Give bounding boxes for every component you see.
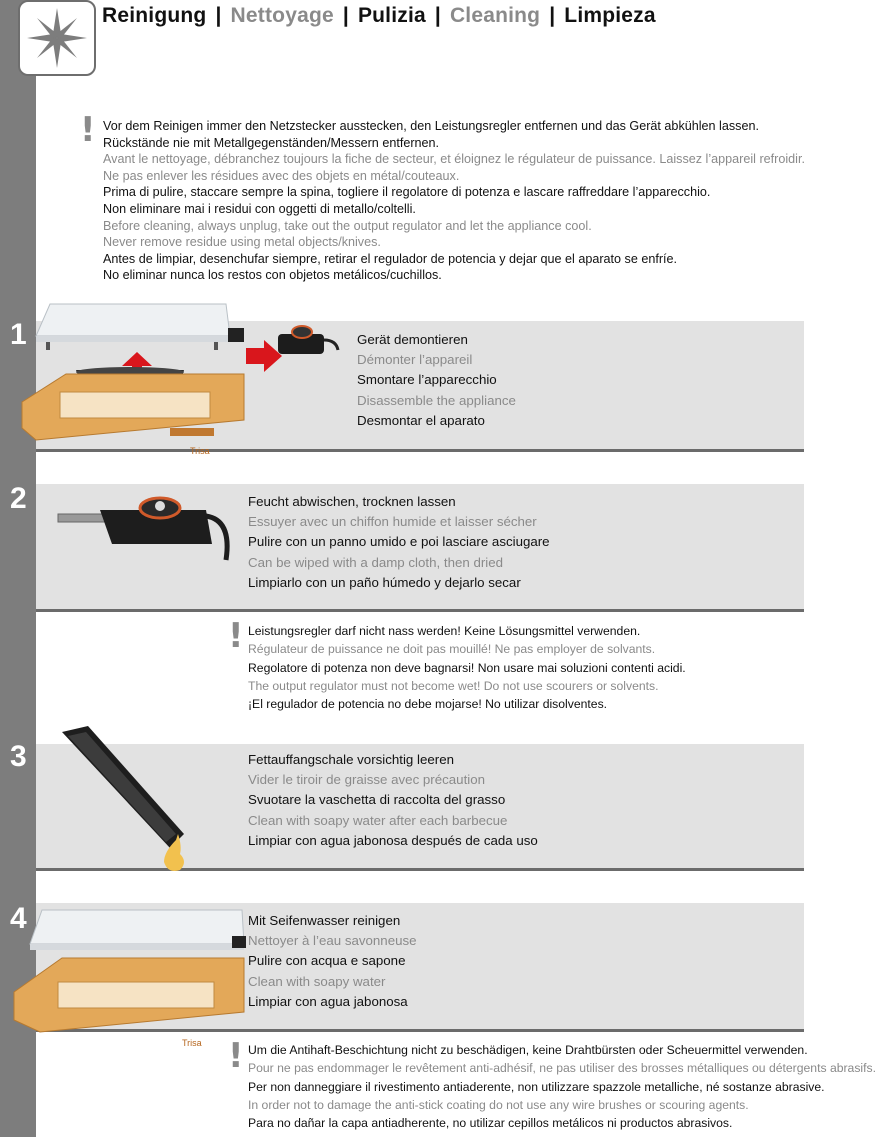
regulator-dial-center: [155, 501, 165, 511]
glass-plate-edge: [36, 336, 230, 342]
step-3-number: 3: [10, 740, 27, 773]
drip-pan-inner: [68, 732, 176, 842]
step-2-number: 2: [10, 482, 27, 515]
brand-mark: Trisa: [182, 1038, 202, 1048]
page-title: Reinigung | Nettoyage | Pulizia | Cleaning | Limpieza: [102, 4, 656, 27]
step-3-pan-illustration: [58, 722, 208, 872]
title-english: Cleaning: [449, 4, 541, 27]
arrow-right-icon: [246, 340, 282, 372]
regulator-probe: [58, 514, 108, 522]
glass-plate-edge: [30, 944, 244, 950]
wood-base-handle: [170, 428, 214, 436]
step-2-text: Feucht abwischen, trocknen lassen Essuyer avec un chiffon humide et laisser sécher Pulire con un panno umido e poi lasciare asciugare Can be wiped with a damp cloth, then dried Limpiarlo con un paño húmedo y dejarlo secar: [248, 494, 550, 590]
wood-base-opening: [60, 392, 210, 418]
plate-connector: [228, 328, 244, 342]
plate-foot: [46, 342, 50, 350]
warning-regulator-block: Leistungsregler darf nicht nass werden! Keine Lösungsmittel verwenden. Régulateur de puissance ne doit pas mouillé! Ne pas employer de solvants. Regolatore di potenza non deve bagnarsi! Non usare mai soluzioni contenti acidi. The output regulator must not become wet! Do not use scourers or solvents. ¡El regulador de potencia no debe mojarse! No utilizar disolventes.: [248, 624, 686, 712]
glass-plate: [36, 304, 230, 336]
title-french: Nettoyage: [230, 4, 334, 27]
exclamation-icon: !: [228, 1036, 244, 1076]
brand-mark: Trisa: [190, 446, 210, 456]
title-spanish: Limpieza: [564, 4, 656, 27]
step-1-number: 1: [10, 318, 27, 351]
glass-plate: [30, 910, 244, 944]
step-2-regulator-illustration: [56, 490, 246, 570]
regulator-cable: [324, 340, 338, 350]
warning-coating-block: Um die Antihaft-Beschichtung nicht zu beschädigen, keine Drahtbürsten oder Scheuermittel verwenden. Pour ne pas endommager le revêtement anti-adhésif, ne pas utiliser des brosses métalliques ou détergents abrasifs. Per non danneggiare il rivestimento antiaderente, non utilizzare spazzole metalliche, né sostanze abrasive. In order not to damage the anti-stick coating do not use any wire brushes or scouring agents. Para no dañar la capa antiadherente, no utilizar cepillos metálicos ni productos abrasivos.: [248, 1043, 876, 1131]
step-4-grill-illustration: [12, 906, 242, 1056]
regulator-knob: [292, 326, 312, 338]
step-4-number: 4: [10, 902, 27, 935]
step-3-text: Fettauffangschale vorsichtig leeren Vider le tiroir de graisse avec précaution Svuotare la vaschetta di raccolta del grasso Clean with soapy water after each barbecue Limpiar con agua jabonosa después de cada uso: [248, 752, 538, 848]
exclamation-icon: !: [228, 616, 244, 656]
wood-base-opening: [58, 982, 214, 1008]
exclamation-icon: !: [80, 110, 96, 150]
title-italian: Pulizia: [357, 4, 426, 27]
cleaning-logo-icon: [18, 0, 96, 76]
step-1-text: Gerät demontieren Démonter l’appareil Smontare l’apparecchio Disassemble the appliance Desmontar el aparato: [357, 332, 516, 428]
plate-foot: [214, 342, 218, 350]
warning-top-block: Vor dem Reinigen immer den Netzstecker ausstecken, den Leistungsregler entfernen und das Gerät abkühlen lassen. Rückstände nie mit Metallgegenständen/Messern entfernen. Avant le nettoyage, débranchez toujours la fiche de secteur, et éloignez le régulateur de puissance. Laissez l’appareil refroidir. Ne pas enlever les résidues avec des objets en métal/couteaux. Prima di pulire, staccare sempre la spina, togliere il regolatore di potenza e lascare raffreddare l’apparecchio. Non eliminare mai i residui con oggetti di metallo/coltelli. Before cleaning, always unplug, take out the output regulator and let the appliance cool. Never remove residue using metal objects/knives. Antes de limpiar, desenchufar siempre, retirar el regulador de potencia y dejar que el aparato se enfríe. No eliminar nunca los restos con objetos metálicos/cuchillos.: [103, 119, 805, 283]
plate-connector: [232, 936, 246, 948]
step-4-text: Mit Seifenwasser reinigen Nettoyer à l’eau savonneuse Pulire con acqua e sapone Clean with soapy water Limpiar con agua jabonosa: [248, 913, 417, 1009]
step-1-illustration: [20, 296, 340, 466]
step-2-rule: [36, 609, 804, 612]
title-german: Reinigung: [102, 4, 207, 27]
